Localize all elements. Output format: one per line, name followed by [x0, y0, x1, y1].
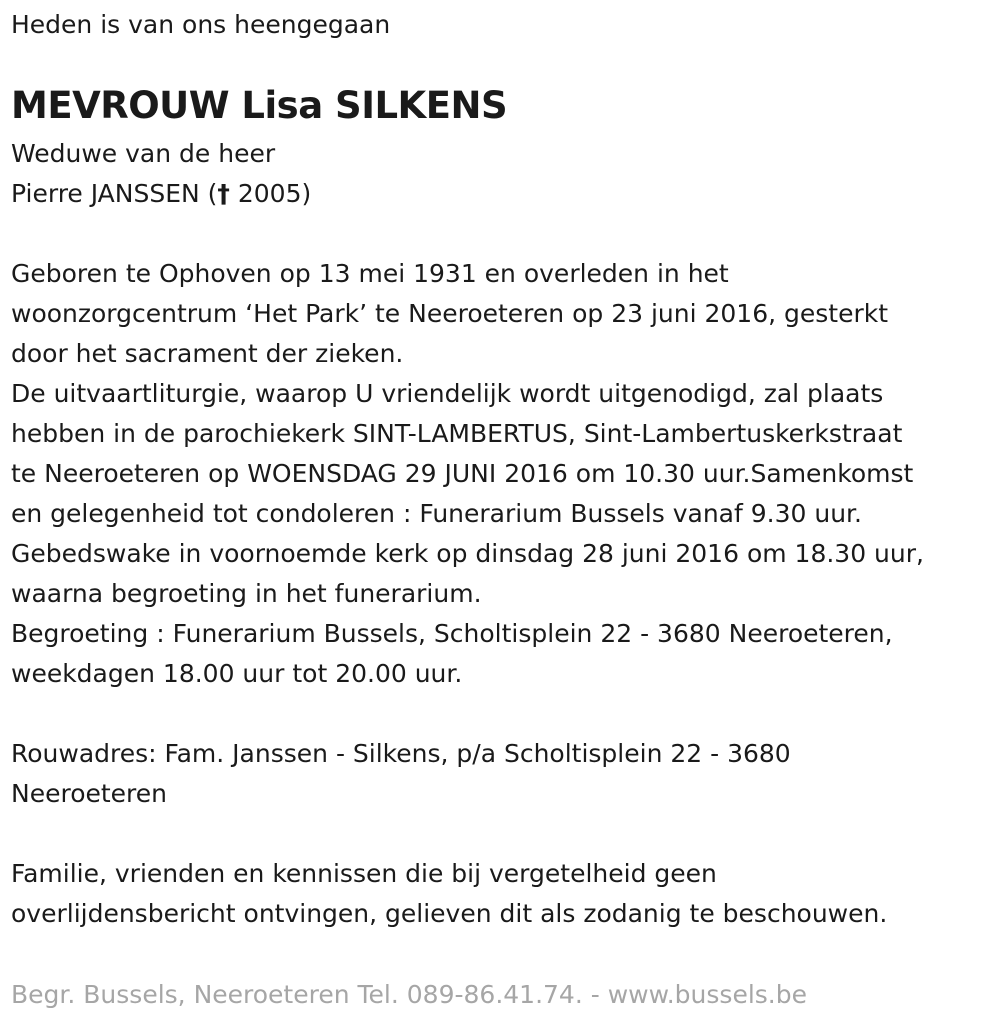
body-line: Begroeting : Funerarium Bussels, Scholtisplein 22 - 3680 Neeroeteren,	[11, 619, 893, 648]
funeral-home-footer: Begr. Bussels, Neeroeteren Tel. 089-86.41.74. - www.bussels.be	[11, 980, 807, 1009]
body-text	[11, 254, 924, 694]
mourning-address	[11, 734, 791, 814]
spouse-line	[11, 174, 311, 214]
spouse-death-year: 2005)	[229, 179, 312, 208]
family-line: Familie, vrienden en kennissen die bij vergetelheid geen	[11, 859, 717, 888]
body-line: woonzorgcentrum ‘Het Park’ te Neeroeteren op 23 juni 2016, gesterkt	[11, 299, 889, 328]
body-line: Gebedswake in voornoemde kerk op dinsdag 28 juni 2016 om 18.30 uur,	[11, 539, 924, 568]
body-line: hebben in de parochiekerk SINT-LAMBERTUS, Sint-Lambertuskerkstraat	[11, 419, 903, 448]
cross-icon: †	[217, 179, 230, 208]
address-line: Rouwadres: Fam. Janssen - Silkens, p/a Scholtisplein 22 - 3680	[11, 739, 791, 768]
widow-block	[11, 134, 311, 214]
intro-text: Heden is van ons heengegaan	[11, 10, 391, 39]
body-line: waarna begroeting in het funerarium.	[11, 579, 482, 608]
body-line: te Neeroeteren op WOENSDAG 29 JUNI 2016 om 10.30 uur.Samenkomst	[11, 459, 914, 488]
body-line: door het sacrament der zieken.	[11, 339, 404, 368]
family-note	[11, 854, 887, 934]
family-line: overlijdensbericht ontvingen, gelieven dit als zodanig te beschouwen.	[11, 899, 888, 928]
spouse-name: Pierre JANSSEN (	[11, 179, 218, 208]
body-line: Geboren te Ophoven op 13 mei 1931 en overleden in het	[11, 259, 729, 288]
address-line: Neeroeteren	[11, 779, 168, 808]
body-line: en gelegenheid tot condoleren : Funerarium Bussels vanaf 9.30 uur.	[11, 499, 862, 528]
widow-line: Weduwe van de heer	[11, 139, 276, 168]
body-line: weekdagen 18.00 uur tot 20.00 uur.	[11, 659, 463, 688]
deceased-name: MEVROUW Lisa SILKENS	[11, 84, 508, 127]
body-line: De uitvaartliturgie, waarop U vriendelijk wordt uitgenodigd, zal plaats	[11, 379, 884, 408]
